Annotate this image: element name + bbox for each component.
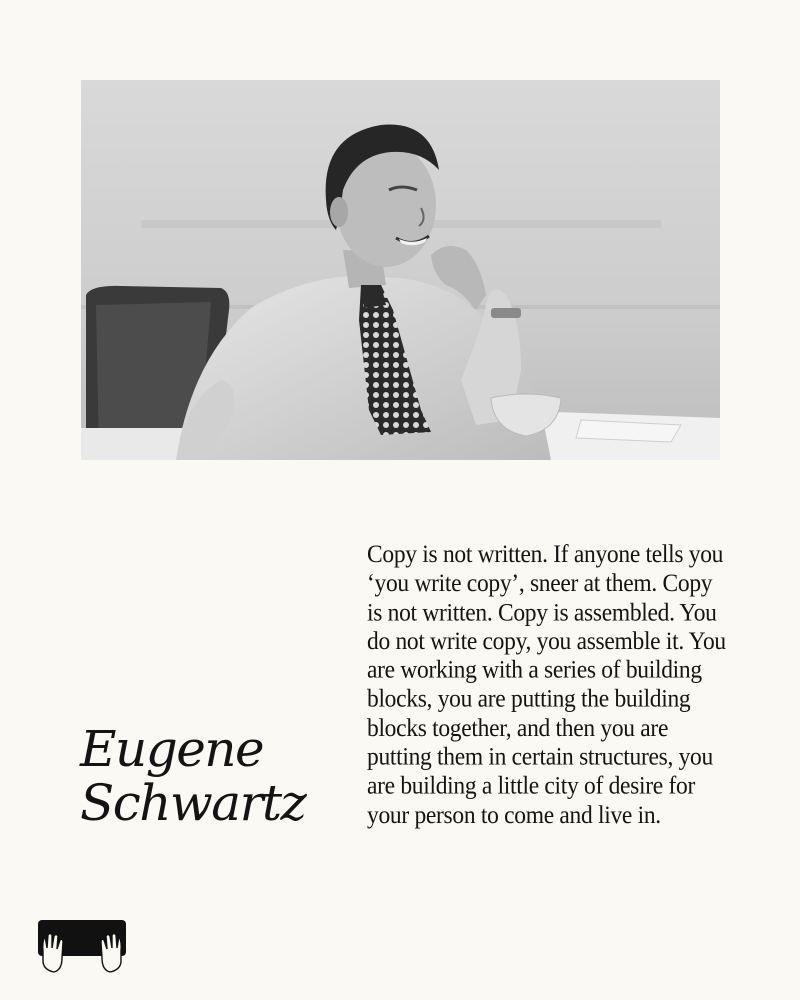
portrait-photo (81, 80, 720, 460)
author-first-name: Eugene (80, 720, 264, 778)
quote-text: Copy is not written. If anyone tells you ‘you write copy’, sneer at them. Copy is not written. Copy is assembled. You do not write copy, you assemble it. You are working with a series of building blocks, you are putting the building blocks together, and then you are putting them in certain structures, you are building a little city of desire for your person to come and live in. (367, 541, 726, 829)
typing-hands-keyboard-icon (36, 918, 128, 978)
author-last-name: Schwartz (80, 774, 306, 832)
author-name (80, 722, 340, 830)
